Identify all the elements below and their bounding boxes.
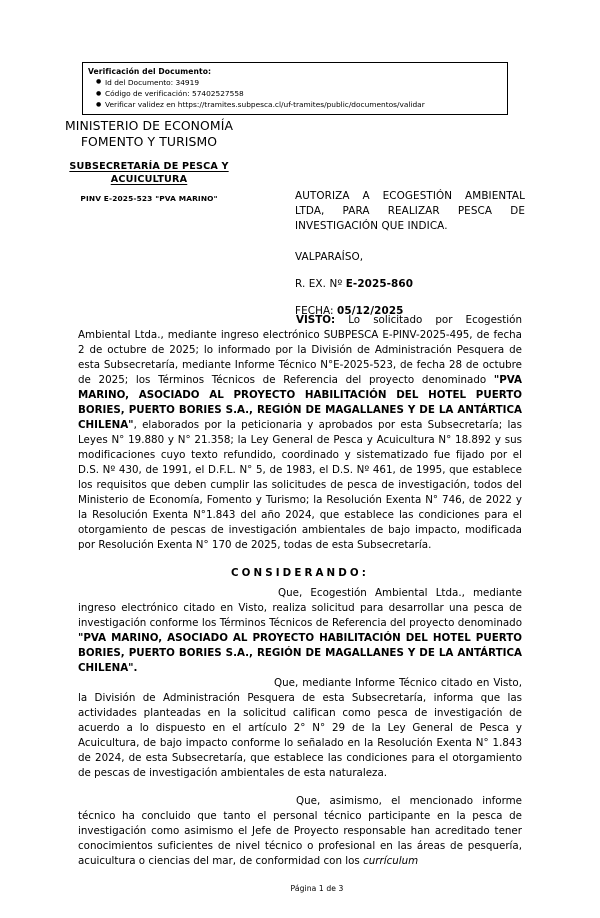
verification-item-document-id — [96, 77, 507, 88]
resolution-date-value: 05/12/2025 — [337, 305, 404, 318]
document-verification-box — [82, 62, 508, 115]
considerando-2-text: Que, mediante Informe Técnico citado en Visto, la División de Administración Pesquera de esta Subsecretaría, informa que las actividades planteadas en la solicitud califican como pesca de investigación de acuerdo a lo dispuesto en el artículo 2° N° 29 de la Ley General de Pesca y Acuicultura, de bajo impacto conforme lo señalado en la Resolución Exenta N° 1.843 de 2024, de esta Subsecretaría, que establece las condiciones para el otorgamiento de pescas de investigación ambientales de esta naturaleza. — [78, 677, 522, 780]
verification-item-text: Id del Documento: 34919 — [105, 77, 200, 87]
considerando-3-text: Que, asimismo, el mencionado informe técnico ha concluido que tanto el personal técnico participante en la pesca de investigación como asimismo el Jefe de Proyecto responsable han acreditado tener conocimientos suficientes de nivel técnico o profesional en las áreas de pesquería, acuicultura o ciencias del mar, de conformidad con los — [78, 795, 522, 867]
resolution-number-label: R. EX. Nº — [295, 278, 346, 291]
paragraph-spacer — [78, 781, 522, 794]
paragraph-considerando-2 — [78, 676, 522, 781]
resolution-title-block — [295, 189, 525, 317]
verification-list — [83, 77, 507, 111]
verification-item-url — [96, 99, 507, 110]
visto-text-part-1: Lo solicitado por Ecogestión Ambiental Ltda., mediante ingreso electrónico SUBPESCA E-PINV-2025-495, de fecha 2 de octubre de 2025; lo informado por la División de Administración Pesquera de esta Subsecretaría, mediante Informe Técnico N°E-2025-523, de fecha 28 de octubre de 2025; los Términos Técnicos de Referencia del proyecto denominado — [78, 314, 522, 386]
considerando-heading: CONSIDERANDO: — [231, 566, 369, 579]
project-code: PINV E-2025-523 "PVA MARINO" — [80, 193, 218, 203]
resolution-number-value: E-2025-860 — [345, 278, 414, 291]
ministry-line-1: MINISTERIO DE ECONOMÍA — [64, 118, 234, 133]
ministry-line-2: FOMENTO Y TURISMO — [80, 134, 218, 150]
verification-item-text: Verificar validez en https://tramites.subpesca.cl/uf-tramites/public/documentos/validar — [105, 100, 425, 110]
page-footer — [0, 884, 600, 893]
document-body — [78, 313, 522, 869]
resolution-number-line — [295, 278, 525, 290]
paragraph-considerando-3 — [78, 794, 522, 869]
subsecretaria-heading — [38, 160, 260, 187]
bullet-icon: ● — [96, 100, 102, 108]
page-number: Página 1 de 3 — [290, 884, 344, 893]
considerando-1-text: Que, Ecogestión Ambiental Ltda., mediante ingreso electrónico citado en Visto, realiza solicitud para desarrollar una pesca de investigación conforme los Términos Técnicos de Referencia del proyecto denominado — [78, 587, 522, 630]
verification-item-text: Código de verificación: 57402527558 — [105, 89, 244, 99]
paragraph-considerando-1 — [78, 586, 522, 676]
project-name-visto: "PVA MARINO, ASOCIADO AL PROYECTO HABILITACIÓN DEL HOTEL PUERTO BORIES, PUERTO BORIES S.A., REGIÓN DE MAGALLANES Y DE LA ANTÁRTICA CHILENA" — [78, 373, 522, 431]
visto-label: VISTO: — [296, 314, 336, 326]
verification-title: Verificación del Documento: — [88, 67, 212, 76]
visto-text-part-2: , elaborados por la peticionaria y aprobados por esta Subsecretaría; las Leyes N° 19.880 y N° 21.358; la Ley General de Pesca y Acuicultura N° 18.892 y sus modificaciones cuyo texto refundido, coordinado y sistematizado fue fijado por el D.S. Nº 430, de 1991, el D.F.L. N° 5, de 1983, el D.S. Nº 461, de 1995, que establece los requisitos que deben cumplir las solicitudes de pesca de investigación, todos del Ministerio de Economía, Fomento y Turismo; la Resolución Exenta N° 746, de 2022 y la Resolución Exenta N°1.843 del año 2024, que establece las condiciones para el otorgamiento de pescas de investigación ambientales de bajo impacto, modificada por Resolución Exenta N° 170 de 2025, todas de esta Subsecretaría. — [78, 418, 522, 551]
subsecretaria-line-1: SUBSECRETARÍA DE PESCA Y — [69, 160, 229, 172]
paragraph-spacer — [78, 553, 522, 566]
resolution-date-label: FECHA: — [295, 305, 338, 318]
project-name-considerando: "PVA MARINO, ASOCIADO AL PROYECTO HABILITACIÓN DEL HOTEL PUERTO BORIES, PUERTO BORIES S.A., REGIÓN DE MAGALLANES Y DE LA ANTÁRTICA CHILENA". — [78, 632, 522, 675]
paragraph-visto — [78, 313, 522, 553]
bullet-icon: ● — [96, 78, 102, 86]
considerando-3-italic-term: currículum — [363, 854, 419, 867]
institution-header — [38, 118, 260, 203]
subsecretaria-line-2: ACUICULTURA — [110, 174, 188, 186]
bullet-icon: ● — [96, 89, 102, 97]
verification-item-code — [96, 88, 507, 99]
resolution-place: VALPARAÍSO, — [295, 251, 364, 264]
resolution-subject: AUTORIZA A ECOGESTIÓN AMBIENTAL LTDA, PARA REALIZAR PESCA DE INVESTIGACIÓN QUE INDICA. — [295, 190, 525, 233]
